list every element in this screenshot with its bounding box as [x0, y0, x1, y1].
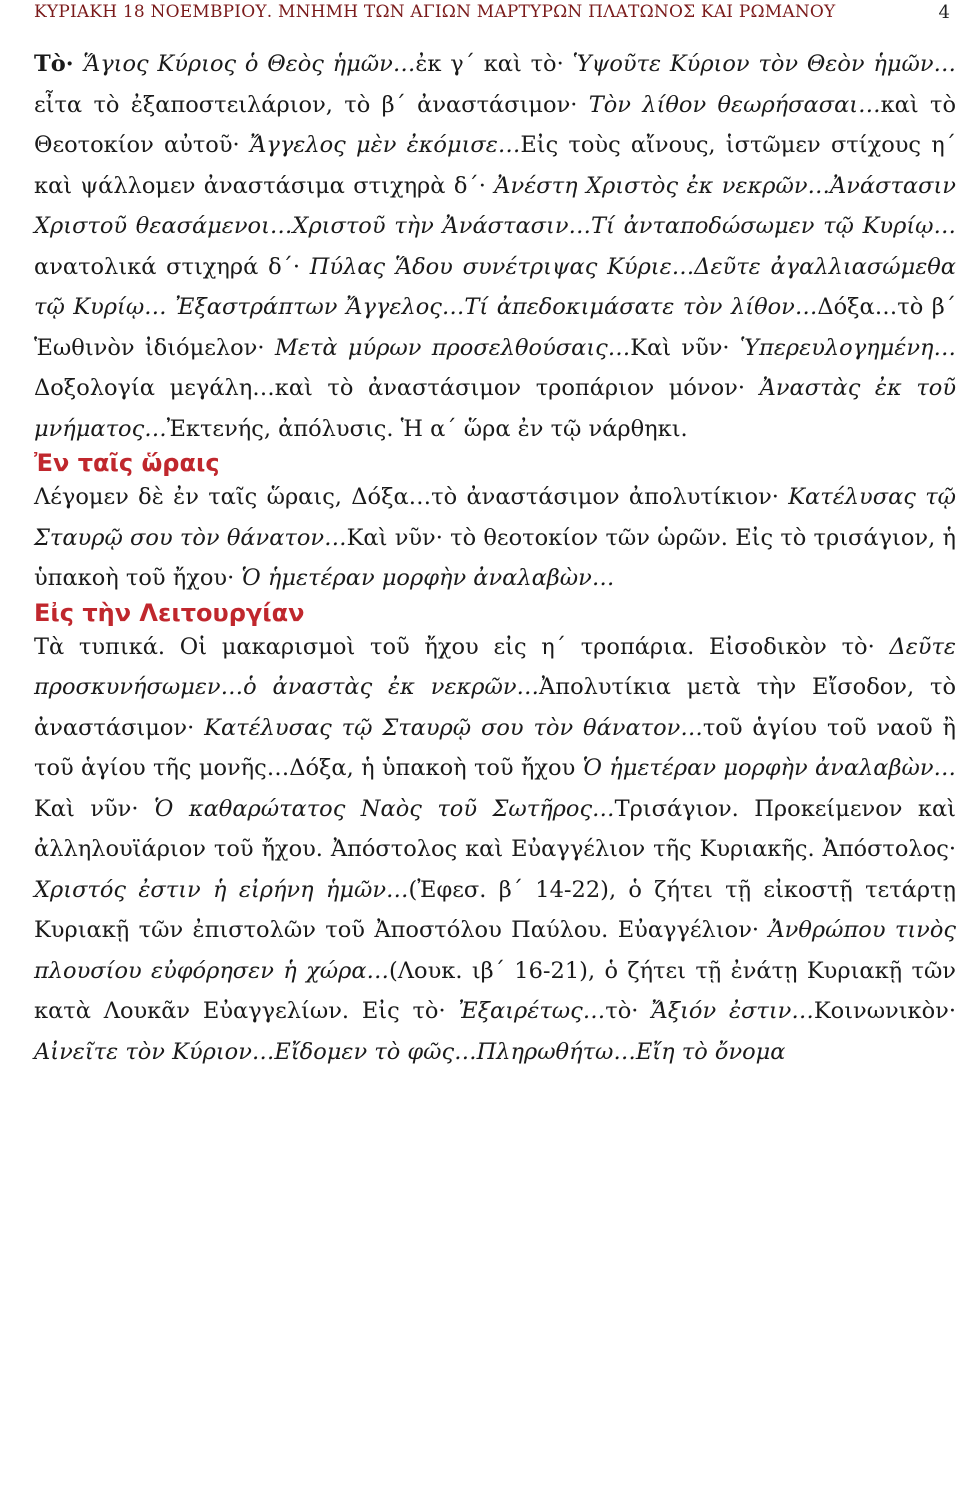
text-run: ανατολικά στιχηρά δ΄· [34, 253, 310, 280]
text-run: Ὑπερευλογημένη… [739, 334, 956, 361]
section-heading-liturgy: Εἰς τὴν Λειτουργίαν [34, 598, 305, 627]
text-run: Δοξολογία μεγάλη…καὶ τὸ ἀναστάσιμον τροπάριον μόνον· [34, 375, 760, 401]
text-run: Πύλας Ἅδου συνέτριψας Κύριε…Δεῦτε ἀγαλλιασώμεθα τῷ Κυρίῳ… Ἐξαστράπτων Ἄγγελος…Τί ἀπεδοκιμάσατε τὸν λίθον… [34, 253, 957, 320]
text-run: Δεῦτε προσκυνήσωμεν…ὁ ἀναστὰς ἐκ νεκρῶν… [34, 633, 956, 700]
text-run: Ἀπολυτίκια μετὰ τὴν Εἴσοδον, τὸ ἀναστάσιμον· [34, 674, 956, 741]
text-run: Τὰ τυπικά. Οἱ μακαρισμοὶ τοῦ ἤχου εἰς η΄ τροπάρια. Εἰσοδικὸν τὸ· [34, 633, 890, 660]
text-run: Αἰνεῖτε τὸν Κύριον…Εἴδομεν τὸ φῶς…Πληρωθήτω…Εἴη τὸ ὄνομα [34, 1038, 786, 1065]
text-run: Κατέλυσας τῷ Σταυρῷ σου τὸν θάνατον… [204, 714, 703, 741]
section-heading-hours: Ἐν ταῖς ὥραις [34, 449, 220, 477]
text-run: τοῦ ἁγίου τοῦ ναοῦ ἢ τοῦ ἁγίου τῆς μονῆς…Δόξα, ἡ ὑπακοὴ τοῦ ἤχου [34, 714, 957, 781]
text-run: εἶτα τὸ ἐξαποστειλάριον, τὸ β΄ ἀναστάσιμον· [34, 91, 589, 118]
page-body [34, 44, 956, 1072]
text-run: καὶ τὸ Θεοτοκίον αὐτοῦ· [34, 91, 956, 158]
header-title: ΚΥΡΙΑΚΗ 18 ΝΟΕΜΒΡΙΟΥ. ΜΝΗΜΗ ΤΩΝ ΑΓΙΩΝ ΜΑΡΤΥΡΩΝ ΠΛΑΤΩΝΟΣ ΚΑΙ ΡΩΜΑΝΟΥ [34, 2, 836, 22]
text-run: Καὶ νῦν· [34, 795, 154, 822]
text-run: Ἀνθρώπου τινὸς πλουσίου εὐφόρησεν ἡ χώρα… [34, 917, 956, 984]
text-run: Χριστός ἐστιν ἡ εἰρήνη ἡμῶν… [34, 876, 409, 903]
text-run: Καὶ νῦν· [630, 334, 740, 361]
text-run: Καὶ νῦν· τὸ θεοτοκίον τῶν ὡρῶν. Εἰς τὸ τρισάγιον, ἡ ὑπακοὴ τοῦ ἤχου· [34, 524, 956, 591]
text-run: Ἅγιος Κύριος ὁ Θεὸς ἡμῶν… [83, 51, 416, 77]
text-run: ἐκ γ΄ καὶ τὸ· [415, 51, 573, 77]
paragraph-vespers-orthros [34, 44, 956, 449]
running-header [0, 0, 960, 34]
text-run: (Ἐφεσ. β΄ 14-22), ὁ ζήτει τῇ εἰκοστῇ τετάρτῃ Κυριακῇ τῶν ἐπιστολῶν τοῦ Ἀποστόλου Παύλου. Εὐαγγέλιον· [34, 876, 957, 943]
text-run: Ὁ καθαρώτατος Ναὸς τοῦ Σωτῆρος… [154, 795, 615, 822]
paragraph-liturgy [34, 627, 956, 1073]
text-run: Τὸν λίθον θεωρήσασαι… [588, 91, 881, 118]
text-run: Ὁ ἡμετέραν μορφὴν ἀναλαβὼν… [241, 565, 615, 591]
text-run: Ἄξιόν ἐστιν… [651, 998, 814, 1024]
text-run: Μετὰ μύρων προσελθούσαις… [274, 334, 631, 361]
text-run: Δόξα…τὸ β΄ Ἑωθινὸν ἰδιόμελον· [34, 294, 956, 361]
text-run: Ὁ ἡμετέραν μορφὴν ἀναλαβὼν… [582, 755, 957, 781]
text-run: Τρισάγιον. Προκείμενον καὶ ἀλληλουϊάριον τοῦ ἤχου. Ἀπόστολος καὶ Εὐαγγέλιον τῆς Κυριακῆς. Ἀπόστολος· [34, 795, 956, 862]
text-run: Ὑψοῦτε Κύριον τὸν Θεὸν ἡμῶν… [572, 51, 957, 77]
text-run: Ἀνέστη Χριστὸς ἐκ νεκρῶν…Ἀνάστασιν Χριστοῦ θεασάμενοι…Χριστοῦ τὴν Ἀνάστασιν…Τί ἀνταποδώσωμεν τῷ Κυρίῳ… [34, 172, 956, 239]
text-run: Ἐκτενής, ἀπόλυσις. Ἡ α΄ ὥρα ἐν τῷ νάρθηκι. [166, 415, 688, 442]
text-run: Λέγομεν δὲ ἐν ταῖς ὥραις, Δόξα…τὸ ἀναστάσιμον ἀπολυτίκιον· [34, 484, 789, 510]
text-run: Ἀναστὰς ἐκ τοῦ μνήματος… [34, 375, 956, 442]
text-run: Κατέλυσας τῷ Σταυρῷ σου τὸν θάνατον… [34, 484, 956, 551]
text-run: Εἰς τοὺς αἴνους, ἱστῶμεν στίχους η΄ καὶ ψάλλομεν ἀναστάσιμα στιχηρὰ δ΄· [34, 132, 956, 199]
text-run: Τὸ· [34, 51, 84, 77]
text-run: τὸ· [605, 998, 652, 1024]
text-run: Ἄγγελος μὲν ἐκόμισε… [249, 132, 521, 158]
page-number: 4 [938, 2, 950, 23]
text-run: (Λουκ. ιβ΄ 16-21), ὁ ζήτει τῇ ἐνάτῃ Κυριακῇ τῶν κατὰ Λουκᾶν Εὐαγγελίων. Εἰς τὸ· [34, 957, 956, 1024]
text-run: Ἐξαιρέτως… [458, 998, 606, 1024]
paragraph-hours [34, 477, 956, 599]
text-run: Κοινωνικὸν· [813, 998, 956, 1024]
